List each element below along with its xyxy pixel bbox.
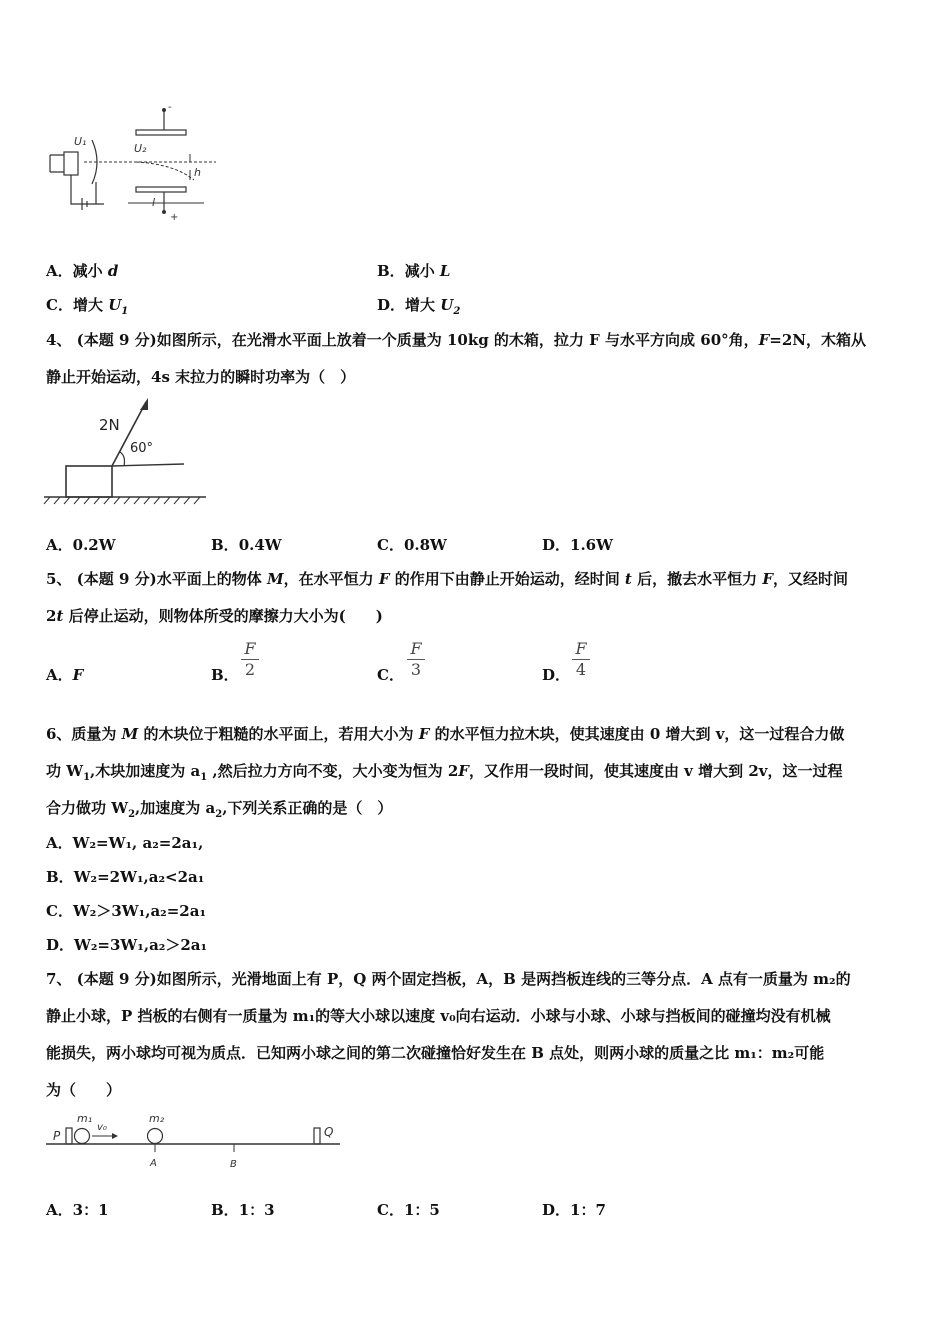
option-var: U: [108, 296, 122, 314]
option-text: 1：3: [238, 1201, 275, 1219]
q5-stem-line1: [46, 569, 848, 589]
option-letter: B．: [211, 1201, 239, 1219]
option-var: d: [107, 262, 119, 280]
q4-option-c[interactable]: [377, 535, 447, 555]
q5-option-c-letter[interactable]: C．: [377, 666, 404, 684]
text: ，在水平恒力: [283, 570, 379, 588]
option-letter: B．: [211, 536, 239, 554]
var-M: M: [266, 570, 284, 588]
q6-option-d[interactable]: [46, 935, 207, 955]
q7-m1-label: m₁: [77, 1112, 93, 1125]
q5-option-a[interactable]: [46, 665, 83, 685]
q5-option-c-fraction[interactable]: [407, 640, 425, 679]
q7-m2-label: m₂: [149, 1112, 165, 1125]
option-text: 1：5: [403, 1201, 440, 1219]
text: 后停止运动，则物体所受的摩擦力大小为( ): [63, 607, 383, 625]
option-letter: C．: [46, 902, 73, 920]
option-text: 1.6W: [570, 536, 613, 554]
q4-option-b[interactable]: [211, 535, 282, 555]
option-text: 1：7: [570, 1201, 606, 1219]
q3-option-c[interactable]: [46, 295, 128, 322]
var-F: F: [458, 762, 469, 780]
q6-option-b[interactable]: [46, 867, 204, 887]
var-t: t: [624, 570, 632, 588]
option-letter: D．: [542, 1201, 571, 1219]
q7-option-a[interactable]: [46, 1200, 109, 1220]
q4-stem-line1: [46, 330, 866, 350]
q6-stem-line1: [46, 724, 844, 744]
fraction-numerator: F: [244, 639, 256, 658]
option-letter: A．: [46, 262, 73, 280]
option-letter: D．: [542, 536, 571, 554]
q4-angle-label: 60°: [130, 441, 154, 456]
q7-q-label: Q: [324, 1125, 334, 1139]
option-text: 减小: [404, 262, 440, 280]
q3-h-label: h: [194, 166, 201, 179]
option-letter: C．: [377, 1201, 404, 1219]
q7-option-d[interactable]: [542, 1200, 606, 1220]
q6-option-c[interactable]: [46, 901, 206, 921]
q7-option-b[interactable]: [211, 1200, 275, 1220]
q5-stem-line2: [46, 606, 383, 626]
text: =2N，木箱从: [769, 331, 867, 349]
q6-option-a[interactable]: [46, 833, 203, 853]
q3-minus-label: -: [168, 102, 172, 113]
q3-option-a[interactable]: [46, 261, 118, 281]
text: 6、质量为: [46, 725, 122, 743]
option-letter: A．: [46, 1201, 73, 1219]
text: ,然后拉力方向不变，大小变为恒为 2: [207, 762, 459, 780]
text: ,下列关系正确的是（ ）: [222, 799, 393, 817]
option-letter: D．: [46, 936, 75, 954]
option-sub: 2: [453, 306, 461, 317]
var-F: F: [758, 331, 770, 349]
q7-b-label: B: [230, 1159, 237, 1170]
option-text: W₂＞3W₁,a₂=2a₁: [72, 902, 207, 920]
option-text: W₂=W₁, a₂=2a₁,: [72, 834, 204, 852]
option-letter: C．: [46, 296, 73, 314]
option-var: L: [439, 262, 451, 280]
option-text: 3：1: [72, 1201, 109, 1219]
q4-option-d[interactable]: [542, 535, 613, 555]
q3-option-b[interactable]: [377, 261, 450, 281]
q7-collision-figure: [46, 1108, 346, 1172]
text: 4、 (本题 9 分)如图所示，在光滑水平面上放着一个质量为 10kg 的木箱，拉力 F 与水平方向成 60°角，: [46, 331, 759, 349]
q7-p-label: P: [53, 1129, 61, 1143]
option-text: 0.8W: [403, 536, 447, 554]
q7-v0-label: v₀: [97, 1122, 107, 1133]
q5-option-d-fraction[interactable]: [572, 640, 590, 679]
q7-stem-line4: 为（ ）: [46, 1081, 122, 1099]
option-text: 0.2W: [72, 536, 116, 554]
option-text: 增大: [72, 296, 109, 314]
text: ,木块加速度为 a: [90, 762, 201, 780]
option-letter: A．: [46, 834, 73, 852]
text: 5、 (本题 9 分)水平面上的物体: [46, 570, 267, 588]
fraction-denominator: 4: [575, 660, 587, 679]
text: 2: [46, 607, 57, 625]
q4-force-label: 2N: [99, 416, 120, 434]
fraction-denominator: 3: [410, 660, 422, 679]
q4-box-figure: [44, 396, 214, 506]
q5-option-b-fraction[interactable]: [241, 640, 259, 679]
option-letter: D．: [377, 296, 406, 314]
q3-u1-label: U₁: [74, 135, 87, 148]
option-text: 0.4W: [238, 536, 282, 554]
q6-stem-line3: 合力做功 $W_2$,加速度为 $a_2$,下列关系正确的是（ ）: [46, 799, 393, 820]
option-text: 减小: [72, 262, 108, 280]
q3-deflection-figure: [44, 100, 224, 230]
text: 的作用下由静止开始运动，经时间: [389, 570, 625, 588]
option-sub: 1: [121, 306, 129, 317]
text: ，又经时间: [772, 570, 848, 588]
option-text: W₂=3W₁,a₂＞2a₁: [74, 936, 208, 954]
option-var: U: [440, 296, 454, 314]
text: 的木块位于粗糙的水平面上，若用大小为: [138, 725, 419, 743]
q3-l-label: l: [152, 196, 156, 209]
option-letter: C．: [377, 536, 404, 554]
var-M: M: [121, 725, 139, 743]
text: 合力做功 W: [46, 799, 129, 817]
q7-stem-line3: 能损失，两小球均可视为质点．已知两小球之间的第二次碰撞恰好发生在 B 点处，则两小球的质量之比 m₁：m₂可能: [46, 1044, 825, 1062]
text: ，又作用一段时间，使其速度由 v 增大到 2v，这一过程: [468, 762, 843, 780]
option-text: F: [72, 666, 84, 684]
option-letter: A．: [46, 536, 73, 554]
q6-stem-line2: 功 $W_1$,木块加速度为 $a_1$ ,然后拉力方向不变，大小变为恒为 2F，又作用一段时间，使其速度由 v 增大到 2v，这一过程: [46, 762, 843, 783]
option-text: 增大: [405, 296, 441, 314]
q3-plus-label: +: [170, 212, 179, 223]
text: 后，撤去水平恒力: [631, 570, 763, 588]
var-F: F: [762, 570, 773, 588]
option-letter: B．: [46, 868, 74, 886]
option-letter: A．: [46, 666, 73, 684]
q4-stem-line2: 静止开始运动，4s 末拉力的瞬时功率为（ ）: [46, 368, 356, 386]
var-F: F: [378, 570, 390, 588]
option-text: W₂=2W₁,a₂<2a₁: [73, 868, 205, 886]
option-letter: B．: [377, 262, 405, 280]
q7-a-label: A: [150, 1158, 157, 1169]
q4-option-a[interactable]: [46, 535, 116, 555]
q5-option-d-letter[interactable]: D．: [542, 666, 571, 684]
text: 功 W: [46, 762, 84, 780]
q3-option-d[interactable]: [377, 295, 460, 322]
var-t: t: [56, 607, 64, 625]
text: ,加速度为 a: [135, 799, 216, 817]
var-F: F: [418, 725, 430, 743]
q5-option-b-letter[interactable]: B．: [211, 666, 239, 684]
fraction-denominator: 2: [244, 660, 256, 679]
fraction-numerator: F: [575, 639, 587, 658]
q7-stem-line1: 7、 (本题 9 分)如图所示，光滑地面上有 P，Q 两个固定挡板，A，B 是两挡板连线的三等分点．A 点有一质量为 m₂的: [46, 970, 851, 988]
q7-option-c[interactable]: [377, 1200, 440, 1220]
q3-u2-label: U₂: [134, 142, 147, 155]
q7-stem-line2: 静止小球，P 挡板的右侧有一质量为 m₁的等大小球以速度 v₀向右运动．小球与小球、小球与挡板间的碰撞均没有机械: [46, 1007, 831, 1025]
fraction-numerator: F: [410, 639, 422, 658]
text: 的水平恒力拉木块，使其速度由 0 增大到 v，这一过程合力做: [429, 725, 845, 743]
